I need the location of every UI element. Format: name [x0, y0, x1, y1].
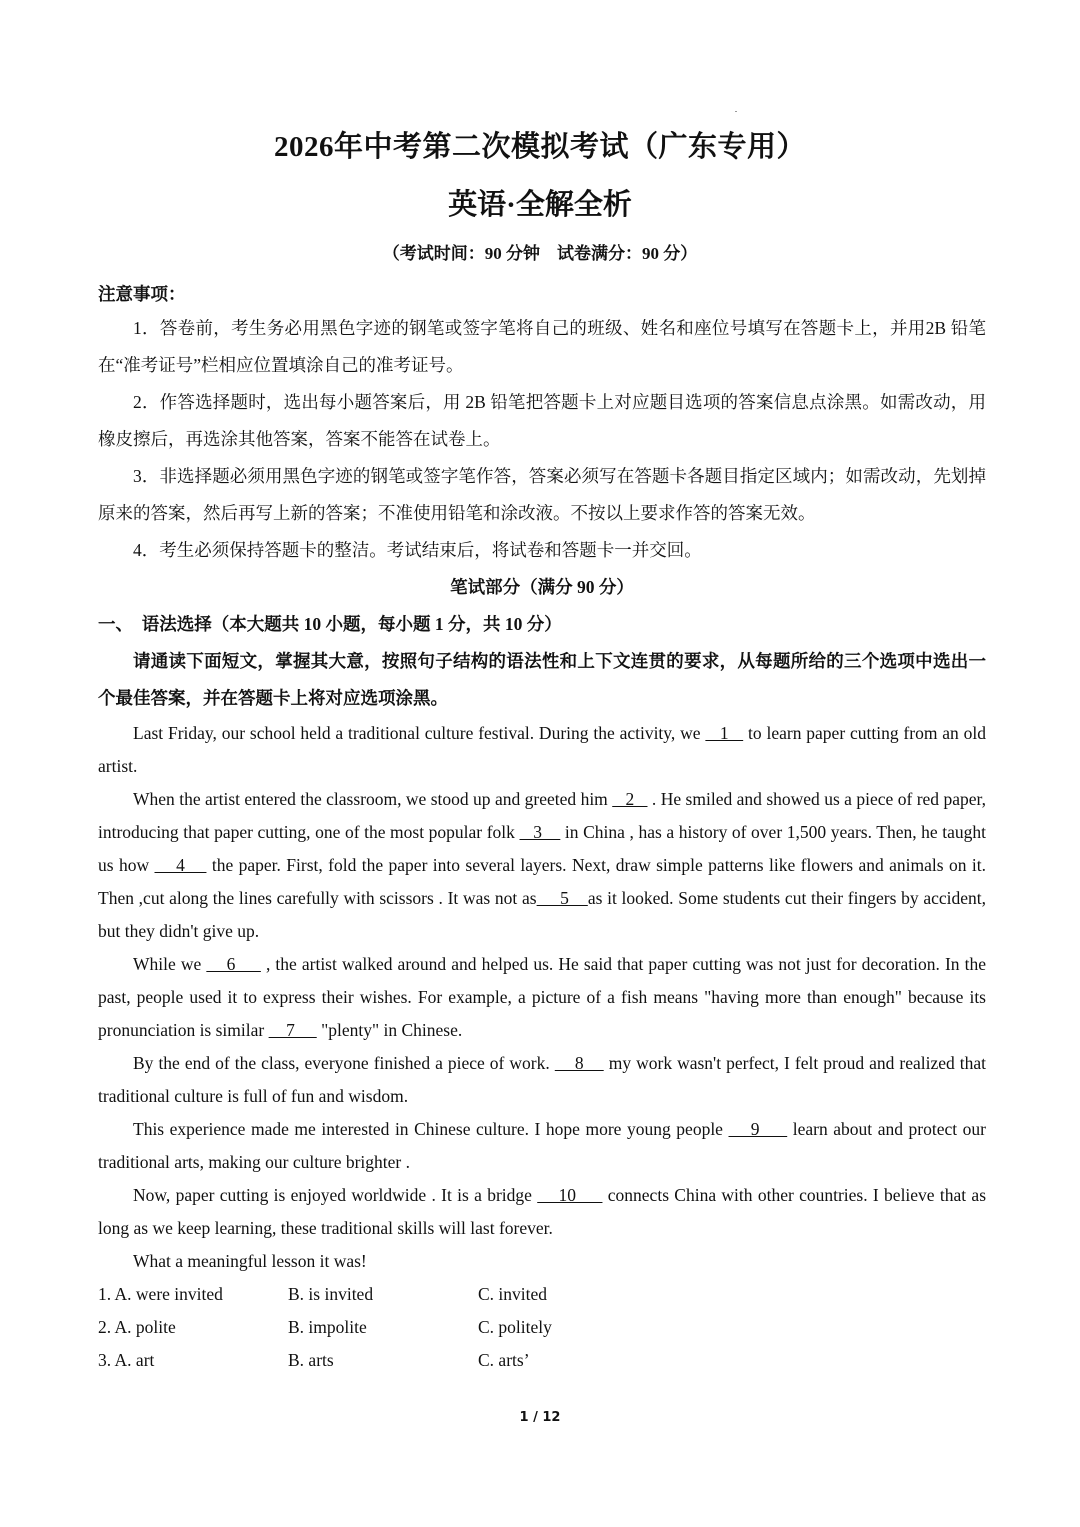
text: "plenty" in Chinese. — [316, 1020, 463, 1040]
option-row — [98, 1311, 986, 1344]
option-a: 1. A. were invited — [98, 1284, 223, 1304]
blank-1: 1 — [705, 723, 744, 743]
text: my work wasn't perfect, I felt proud and realized that traditional culture is full of fun and wisdom. — [98, 1053, 987, 1106]
text: While we — [133, 954, 207, 974]
page-title: 2026年中考第二次模拟考试（广东专用） — [273, 131, 806, 163]
blank-10: 10 — [537, 1185, 603, 1205]
text: to learn paper cutting from an old artist. — [98, 723, 987, 776]
page-subtitle: 英语·全解全析 — [448, 189, 632, 221]
text: Last Friday, our school held a traditional culture festival. During the activity, we — [133, 723, 706, 743]
option-c: C. politely — [478, 1317, 552, 1337]
notice-list — [98, 310, 986, 569]
option-a: 2. A. polite — [98, 1317, 176, 1337]
blank-4: 4 — [154, 855, 207, 875]
blank-6: 6 — [206, 954, 261, 974]
blank-8: 8 — [554, 1053, 604, 1073]
blank-9: 9 — [728, 1119, 788, 1139]
part1-instruction: 请通读下面短文，掌握其大意，按照句子结构的语法性和上下文连贯的要求，从每题所给的三个选项中选出一个最佳答案，并在答题卡上将对应选项涂黑。 — [98, 651, 986, 708]
page-number: 1 / 12 — [519, 1410, 561, 1425]
text: in China , has a history of over 1,500 years. Then, he taught us how — [98, 822, 987, 875]
notice-item: 3．非选择题必须用黑色字迹的钢笔或签字笔作答，答案必须写在答题卡各题目指定区域内；如需改动，先划掉原来的答案，然后再写上新的答案；不准使用铅笔和涂改液。不按以上要求作答的答案无效。 — [98, 466, 986, 523]
option-b: B. impolite — [288, 1317, 367, 1337]
part1-heading: 一、 语法选择（本大题共 10 小题，每小题 1 分，共 10 分） — [98, 614, 562, 634]
passage-paragraph-4 — [98, 1047, 986, 1113]
text: Now, paper cutting is enjoyed worldwide . It is a bridge — [133, 1185, 538, 1205]
passage-paragraph-1 — [98, 717, 986, 783]
passage-paragraph-7: What a meaningful lesson it was! — [133, 1251, 367, 1271]
option-a: 3. A. art — [98, 1350, 155, 1370]
text: This experience made me interested in Chinese culture. I hope more young people — [133, 1119, 729, 1139]
passage-paragraph-3 — [98, 948, 986, 1047]
document-body — [98, 276, 986, 1377]
section-heading: 笔试部分（满分 90 分） — [450, 577, 634, 597]
option-b: B. arts — [288, 1350, 334, 1370]
exam-info: （考试时间：90 分钟 试卷满分：90 分） — [382, 244, 698, 263]
option-c: C. arts’ — [478, 1350, 530, 1370]
option-b: B. is invited — [288, 1284, 374, 1304]
text: connects China with other countries. I believe that as long as we keep learning, these traditional skills will last forever. — [98, 1185, 987, 1238]
blank-7: 7 — [268, 1020, 317, 1040]
text: , the artist walked around and helped us. He said that paper cutting was not just for decoration. In the past, people used it to express their wishes. For example, a picture of a fish means "having more than enough" because its pronunciation is similar — [98, 954, 987, 1040]
passage-paragraph-5 — [98, 1113, 986, 1179]
text: as it looked. Some students cut their fingers by accident, but they didn't give up. — [98, 888, 987, 941]
notice-item: 4．考生必须保持答题卡的整洁。考试结束后，将试卷和答题卡一并交回。 — [133, 540, 702, 560]
passage-paragraph-6 — [98, 1179, 986, 1245]
options-list — [98, 1278, 986, 1377]
notice-heading: 注意事项： — [98, 284, 186, 304]
text: learn about and protect our traditional arts, making our culture brighter . — [98, 1119, 986, 1172]
blank-3: 3 — [519, 822, 561, 842]
blank-2: 2 — [612, 789, 648, 809]
blank-5: 5 — [536, 888, 588, 908]
text: When the artist entered the classroom, we stood up and greeted him — [133, 789, 613, 809]
option-row — [98, 1344, 986, 1377]
notice-item: 2．作答选择题时，选出每小题答案后，用 2B 铅笔把答题卡上对应题目选项的答案信息点涂黑。如需改动，用橡皮擦后，再选涂其他答案，答案不能答在试卷上。 — [98, 392, 986, 449]
scan-dot — [735, 111, 737, 112]
option-row — [98, 1278, 986, 1311]
passage-paragraph-2 — [98, 783, 986, 948]
text: . He smiled and showed us a piece of red paper, introducing that paper cutting, one of the most popular folk — [98, 789, 987, 842]
notice-item: 1．答卷前，考生务必用黑色字迹的钢笔或签字笔将自己的班级、姓名和座位号填写在答题卡上，并用2B 铅笔在“准考证号”栏相应位置填涂自己的准考证号。 — [98, 318, 986, 375]
text: By the end of the class, everyone finished a piece of work. — [133, 1053, 555, 1073]
text: the paper. First, fold the paper into several layers. Next, draw simple patterns like flowers and animals on it. Then ,cut along the lines carefully with scissors . It was not as — [98, 855, 986, 908]
option-c: C. invited — [478, 1284, 548, 1304]
